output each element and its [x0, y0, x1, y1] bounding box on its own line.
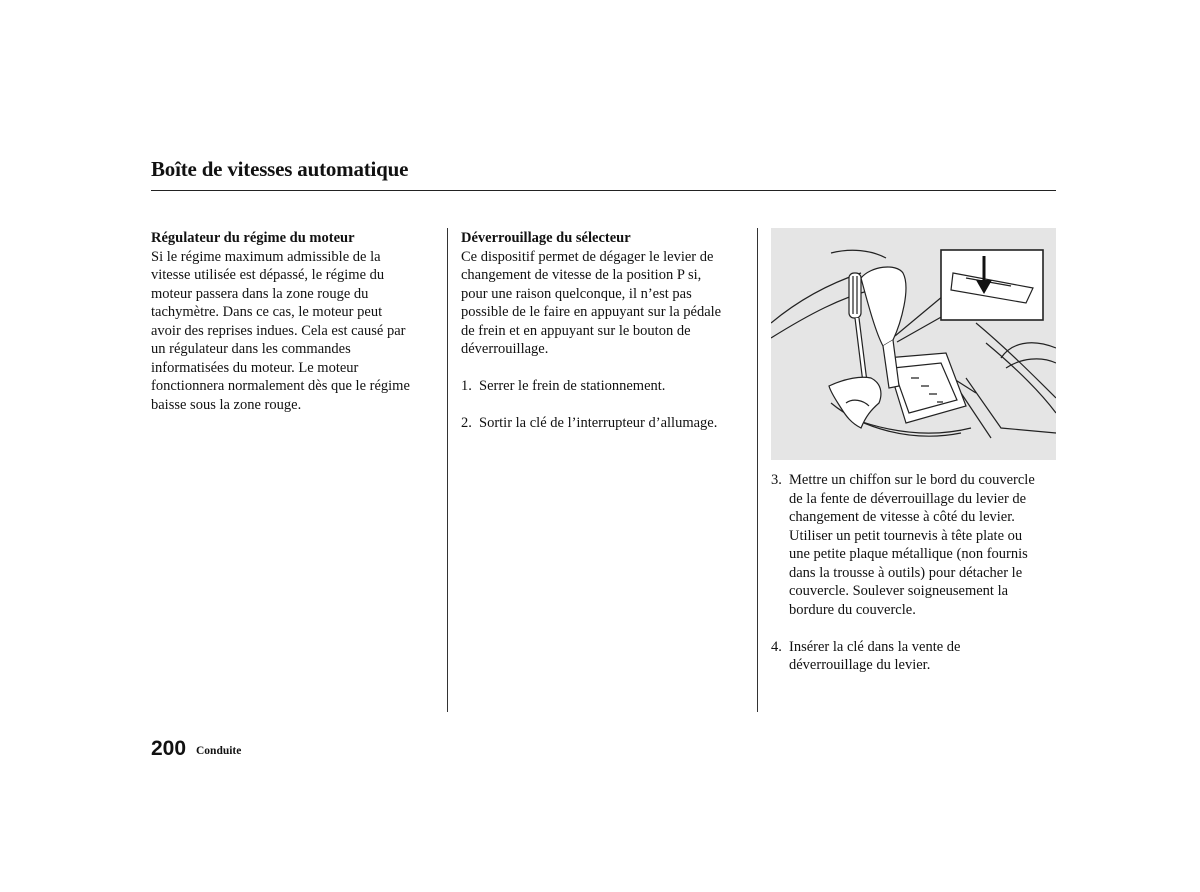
step-text: Serrer le frein de stationnement. — [479, 378, 666, 394]
body-line: déverrouillage. — [461, 341, 549, 357]
step-4 — [771, 638, 1061, 675]
step-number: 2. — [461, 415, 472, 431]
body-line: possible de le faire en appuyant sur la pédale — [461, 304, 722, 320]
step-text: Sortir la clé de l’interrupteur d’allumage. — [479, 415, 718, 431]
step-line: Utiliser un petit tournevis à tête plate ou — [789, 527, 1023, 544]
body-line: avoir des reprises indues. Cela est causé par — [151, 322, 406, 339]
body-line: Ce dispositif permet de dégager le levier de — [461, 248, 714, 265]
step-line: couvercle. Soulever soigneusement la — [789, 583, 1009, 599]
body-line: un régulateur dans les commandes — [151, 341, 351, 357]
step-3 — [771, 471, 1061, 619]
step-line: de la fente de déverrouillage du levier de — [789, 490, 1027, 507]
shift-lock-release-illustration — [771, 228, 1056, 460]
body-line: informatisées du moteur. Le moteur — [151, 359, 359, 376]
middle-column — [461, 229, 753, 433]
section-name: Conduite — [196, 745, 242, 757]
step-number: 1. — [461, 378, 472, 394]
shift-lever-drawing — [771, 228, 1056, 460]
step-text — [789, 638, 1061, 675]
body-line: pour une raison quelconque, il n’est pas — [461, 285, 692, 302]
step-line: changement de vitesse à côté du levier. — [789, 509, 1015, 525]
section-heading-engine-regulator: Régulateur du régime du moteur — [151, 230, 355, 246]
page-title: Boîte de vitesses automatique — [151, 157, 409, 181]
column-divider-1 — [447, 228, 448, 712]
step-line: dans la trousse à outils) pour détacher le — [789, 564, 1023, 581]
step-line: bordure du couvercle. — [789, 601, 916, 618]
step-number: 3. — [771, 472, 782, 488]
body-line: de frein et en appuyant sur le bouton de — [461, 322, 691, 339]
step-line: Mettre un chiffon sur le bord du couvercle — [789, 472, 1035, 488]
section-heading-shift-lock-release: Déverrouillage du sélecteur — [461, 230, 631, 246]
title-divider — [151, 190, 1056, 191]
right-column — [771, 471, 1061, 675]
step-line: déverrouillage du levier. — [789, 657, 931, 673]
step-2 — [461, 414, 753, 433]
page-number: 200 — [151, 737, 187, 760]
body-line: vitesse utilisée est dépassé, le régime du — [151, 267, 385, 283]
left-column — [151, 229, 441, 414]
body-line: tachymètre. Dans ce cas, le moteur peut — [151, 304, 383, 320]
body-line: changement de vitesse de la position P si, — [461, 267, 702, 283]
step-text — [789, 471, 1061, 619]
body-line: fonctionnera normalement dès que le régime — [151, 378, 410, 394]
step-1 — [461, 377, 753, 396]
step-line: une petite plaque métallique (non fournis — [789, 546, 1028, 562]
column-divider-2 — [757, 228, 758, 712]
body-line: Si le régime maximum admissible de la — [151, 248, 381, 265]
step-number: 4. — [771, 638, 782, 655]
body-line: moteur passera dans la zone rouge du — [151, 285, 369, 302]
body-line: baisse sous la zone rouge. — [151, 396, 302, 413]
step-line: Insérer la clé dans la vente de — [789, 638, 961, 655]
